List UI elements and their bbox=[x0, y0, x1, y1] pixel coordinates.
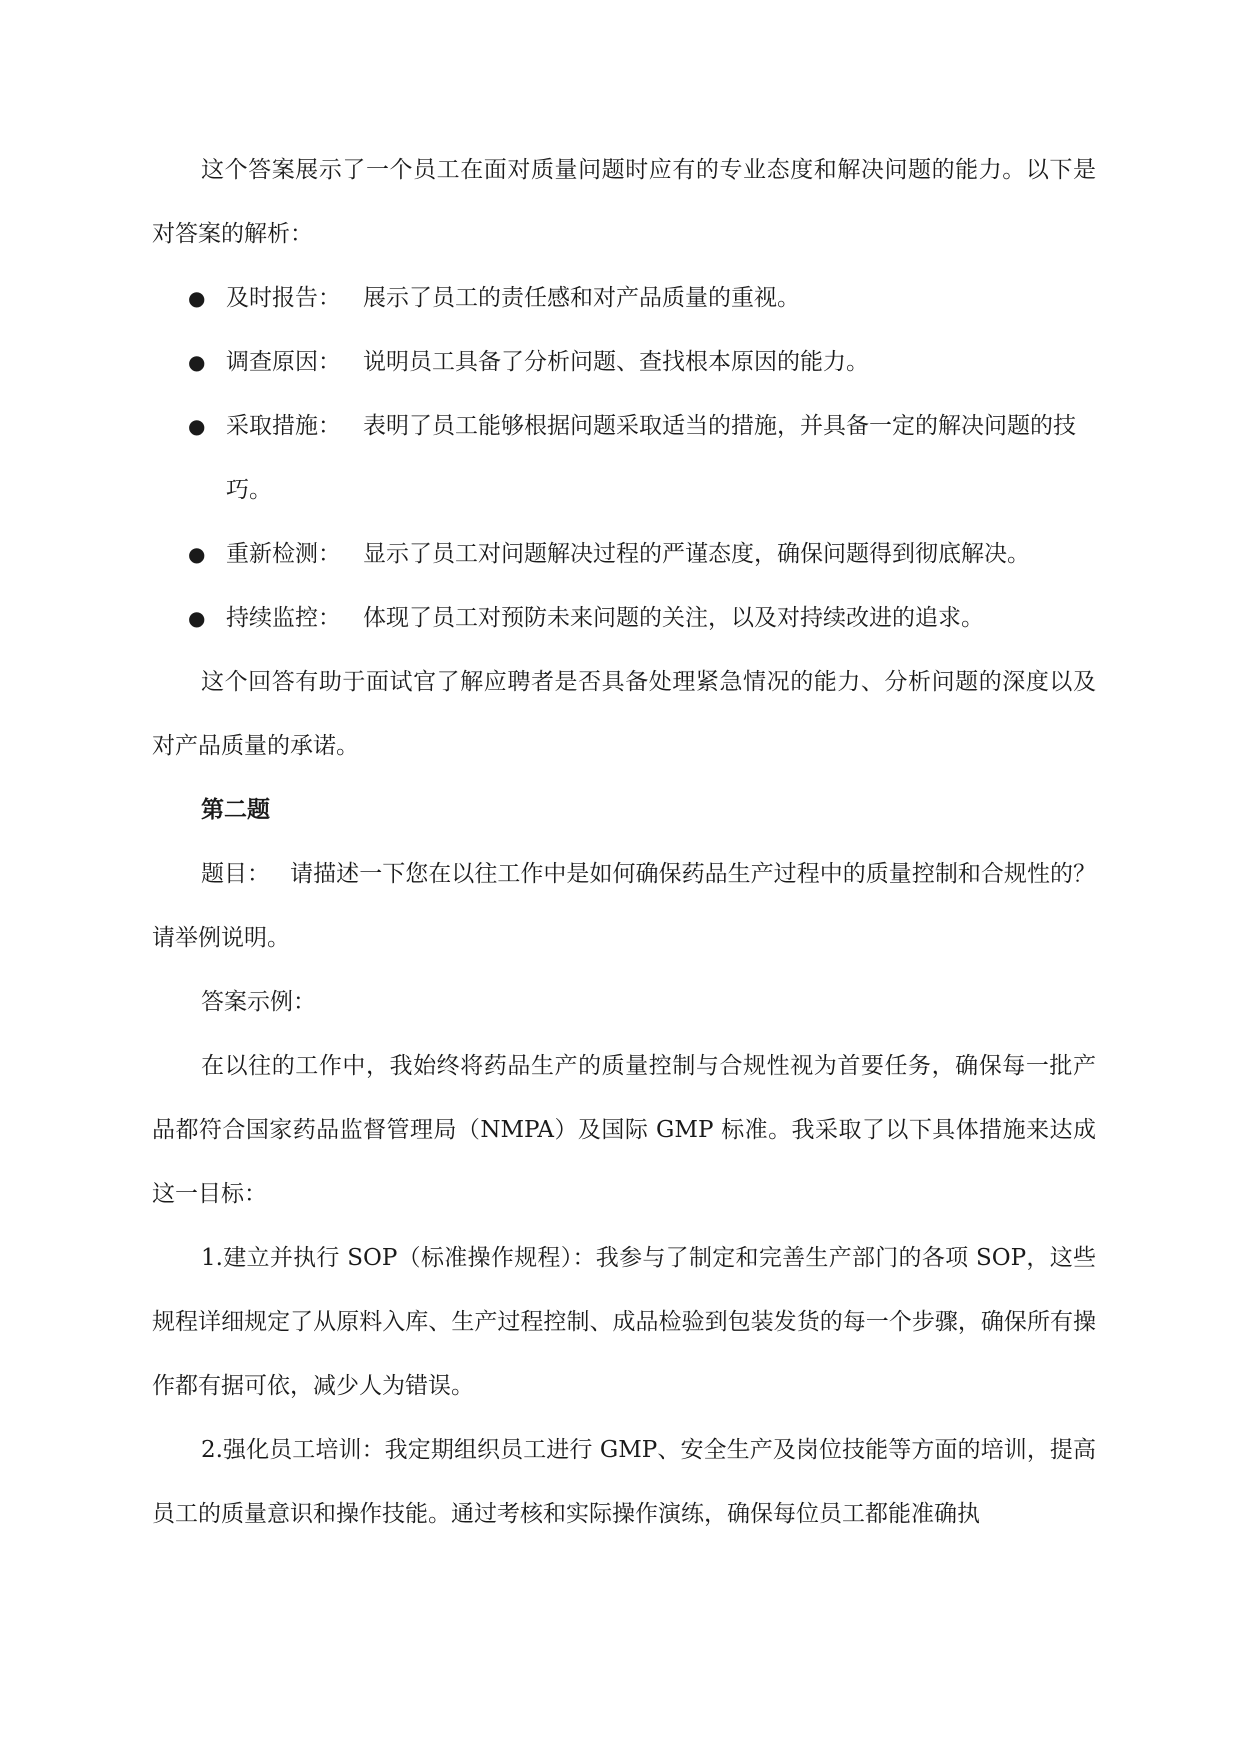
summary-paragraph: 这个回答有助于面试官了解应聘者是否具备处理紧急情况的能力、分析问题的深度以及对产品质量的承诺。 bbox=[152, 669, 1096, 759]
bullet-icon: ● bbox=[188, 606, 206, 630]
list-item-term: 持续监控： bbox=[226, 605, 341, 631]
list-item bbox=[152, 330, 1096, 394]
list-item-term: 采取措施： bbox=[226, 413, 341, 439]
measure-paragraph: 2.强化员工培训：我定期组织员工进行 GMP、安全生产及岗位技能等方面的培训，提高员工的质量意识和操作技能。通过考核和实际操作演练，确保每位员工都能准确执 bbox=[152, 1437, 1096, 1527]
list-item bbox=[152, 586, 1096, 650]
intro-paragraph: 这个答案展示了一个员工在面对质量问题时应有的专业态度和解决问题的能力。以下是对答案的解析： bbox=[152, 157, 1096, 247]
list-item-text: 体现了员工对预防未来问题的关注，以及对持续改进的追求。 bbox=[363, 605, 984, 631]
list-item-term: 及时报告： bbox=[226, 285, 341, 311]
list-item-text: 显示了员工对问题解决过程的严谨态度，确保问题得到彻底解决。 bbox=[363, 541, 1030, 567]
list-item-term: 重新检测： bbox=[226, 541, 341, 567]
document-body bbox=[152, 138, 1096, 1546]
list-item-text: 展示了员工的责任感和对产品质量的重视。 bbox=[363, 285, 800, 311]
list-item-text: 表明了员工能够根据问题采取适当的措施，并具备一定的解决问题的技巧。 bbox=[226, 413, 1076, 503]
bullet-icon: ● bbox=[188, 414, 206, 438]
question-text: 请描述一下您在以往工作中是如何确保药品生产过程中的质量控制和合规性的？请举例说明。 bbox=[152, 861, 1097, 951]
list-item bbox=[152, 394, 1096, 522]
section-heading: 第二题 bbox=[201, 796, 270, 823]
question-paragraph bbox=[152, 842, 1096, 970]
measure-paragraph: 1.建立并执行 SOP（标准操作规程）：我参与了制定和完善生产部门的各项 SOP，这些规程详细规定了从原料入库、生产过程控制、成品检验到包装发货的每一个步骤，确保所有操作都有据可依，减少人为错误。 bbox=[152, 1245, 1096, 1399]
bullet-icon: ● bbox=[188, 350, 206, 374]
list-item bbox=[152, 522, 1096, 586]
answer-label: 答案示例： bbox=[201, 989, 316, 1015]
answer-intro-paragraph: 在以往的工作中，我始终将药品生产的质量控制与合规性视为首要任务，确保每一批产品都符合国家药品监督管理局（NMPA）及国际 GMP 标准。我采取了以下具体措施来达成这一目标： bbox=[152, 1053, 1096, 1207]
question-label: 题目： bbox=[201, 861, 271, 887]
list-item-text: 说明员工具备了分析问题、查找根本原因的能力。 bbox=[363, 349, 869, 375]
list-item-term: 调查原因： bbox=[226, 349, 341, 375]
bullet-icon: ● bbox=[188, 286, 206, 310]
bullet-icon: ● bbox=[188, 542, 206, 566]
list-item bbox=[152, 266, 1096, 330]
analysis-list bbox=[152, 266, 1096, 650]
